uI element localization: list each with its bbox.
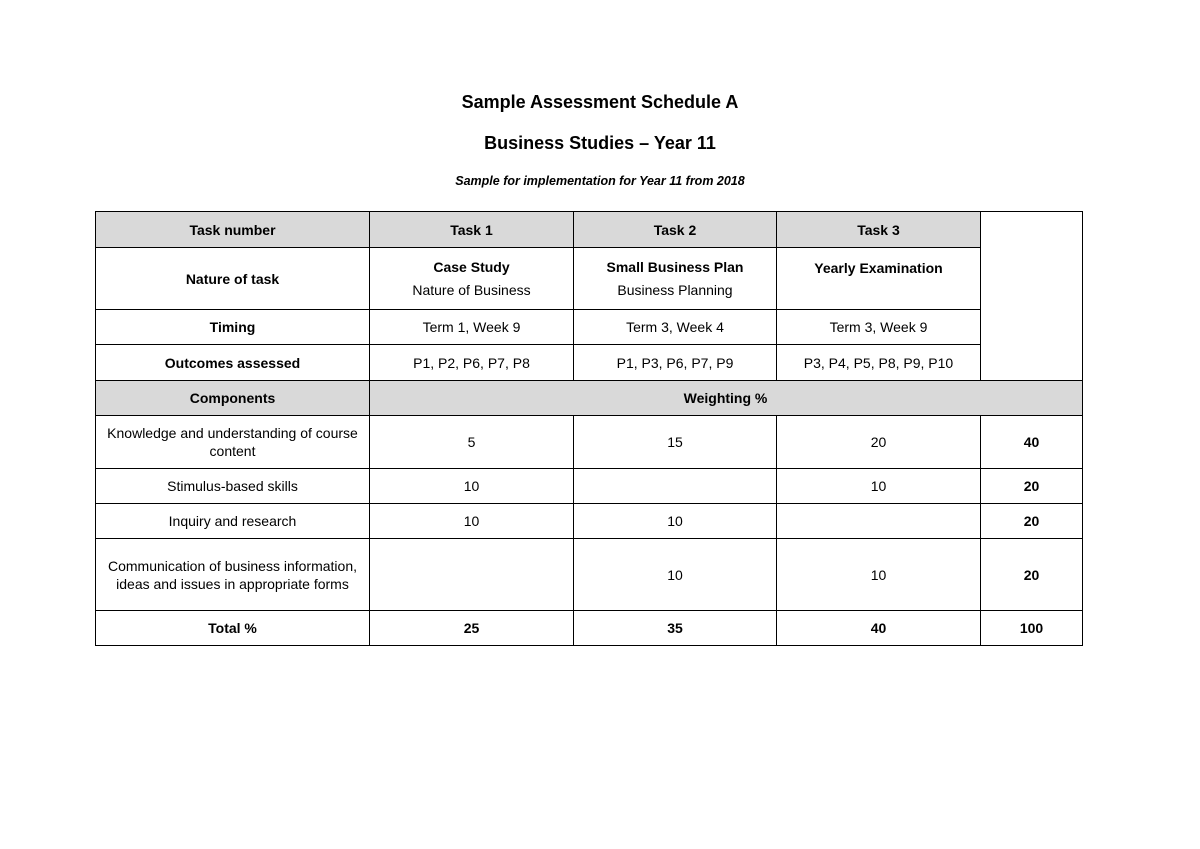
task-2-outcomes: P1, P3, P6, P7, P9 [574, 345, 777, 381]
outcomes-label: Outcomes assessed [96, 345, 370, 381]
component-weighting: 40 [981, 416, 1083, 469]
timing-row [96, 310, 1083, 345]
task-3-header: Task 3 [777, 212, 981, 248]
outcomes-row [96, 345, 1083, 381]
nature-of-task-row [96, 248, 1083, 310]
weighting-label: Weighting % [370, 381, 1083, 416]
component-name: Knowledge and understanding of course content [96, 416, 370, 469]
components-label: Components [96, 381, 370, 416]
task-number-label: Task number [96, 212, 370, 248]
component-weighting: 20 [981, 469, 1083, 504]
task-1-header: Task 1 [370, 212, 574, 248]
page-subtitle: Business Studies – Year 11 [484, 133, 716, 153]
timing-label: Timing [96, 310, 370, 345]
components-header-row [96, 381, 1083, 416]
component-task-1: 10 [370, 469, 574, 504]
component-task-1: 10 [370, 504, 574, 539]
nature-of-task-label: Nature of task [96, 248, 370, 310]
component-row [96, 539, 1083, 611]
component-task-3 [777, 504, 981, 539]
component-task-3: 20 [777, 416, 981, 469]
task-3-nature-cell [777, 248, 981, 310]
component-name: Communication of business information, ideas and issues in appropriate forms [96, 539, 370, 611]
implementation-note: Sample for implementation for Year 11 from 2018 [455, 174, 745, 188]
task-2-nature-focus: Business Planning [617, 282, 733, 298]
task-1-nature-name: Case Study [433, 259, 510, 275]
total-task-2: 35 [574, 611, 777, 646]
task-1-nature-cell [370, 248, 574, 310]
component-task-2: 10 [574, 539, 777, 611]
task-number-row [96, 212, 1083, 248]
task-1-nature-focus: Nature of Business [412, 282, 531, 298]
total-weighting: 100 [981, 611, 1083, 646]
total-label: Total % [96, 611, 370, 646]
component-name: Stimulus-based skills [96, 469, 370, 504]
task-2-timing: Term 3, Week 4 [574, 310, 777, 345]
task-2-header: Task 2 [574, 212, 777, 248]
component-task-2 [574, 469, 777, 504]
component-weighting: 20 [981, 539, 1083, 611]
total-task-3: 40 [777, 611, 981, 646]
task-1-timing: Term 1, Week 9 [370, 310, 574, 345]
blank-header-cell [981, 212, 1083, 381]
component-row [96, 469, 1083, 504]
task-2-nature-name: Small Business Plan [606, 259, 744, 275]
total-task-1: 25 [370, 611, 574, 646]
component-task-3: 10 [777, 539, 981, 611]
component-task-1 [370, 539, 574, 611]
component-task-3: 10 [777, 469, 981, 504]
task-3-timing: Term 3, Week 9 [777, 310, 981, 345]
task-2-nature-cell [574, 248, 777, 310]
page-title: Sample Assessment Schedule A [461, 92, 739, 112]
component-row [96, 504, 1083, 539]
component-row [96, 416, 1083, 469]
component-weighting: 20 [981, 504, 1083, 539]
component-task-2: 10 [574, 504, 777, 539]
total-row [96, 611, 1083, 646]
component-task-1: 5 [370, 416, 574, 469]
component-name: Inquiry and research [96, 504, 370, 539]
task-3-outcomes: P3, P4, P5, P8, P9, P10 [777, 345, 981, 381]
task-1-outcomes: P1, P2, P6, P7, P8 [370, 345, 574, 381]
component-task-2: 15 [574, 416, 777, 469]
assessment-schedule-table [95, 211, 1083, 646]
task-3-nature-name: Yearly Examination [814, 260, 943, 276]
